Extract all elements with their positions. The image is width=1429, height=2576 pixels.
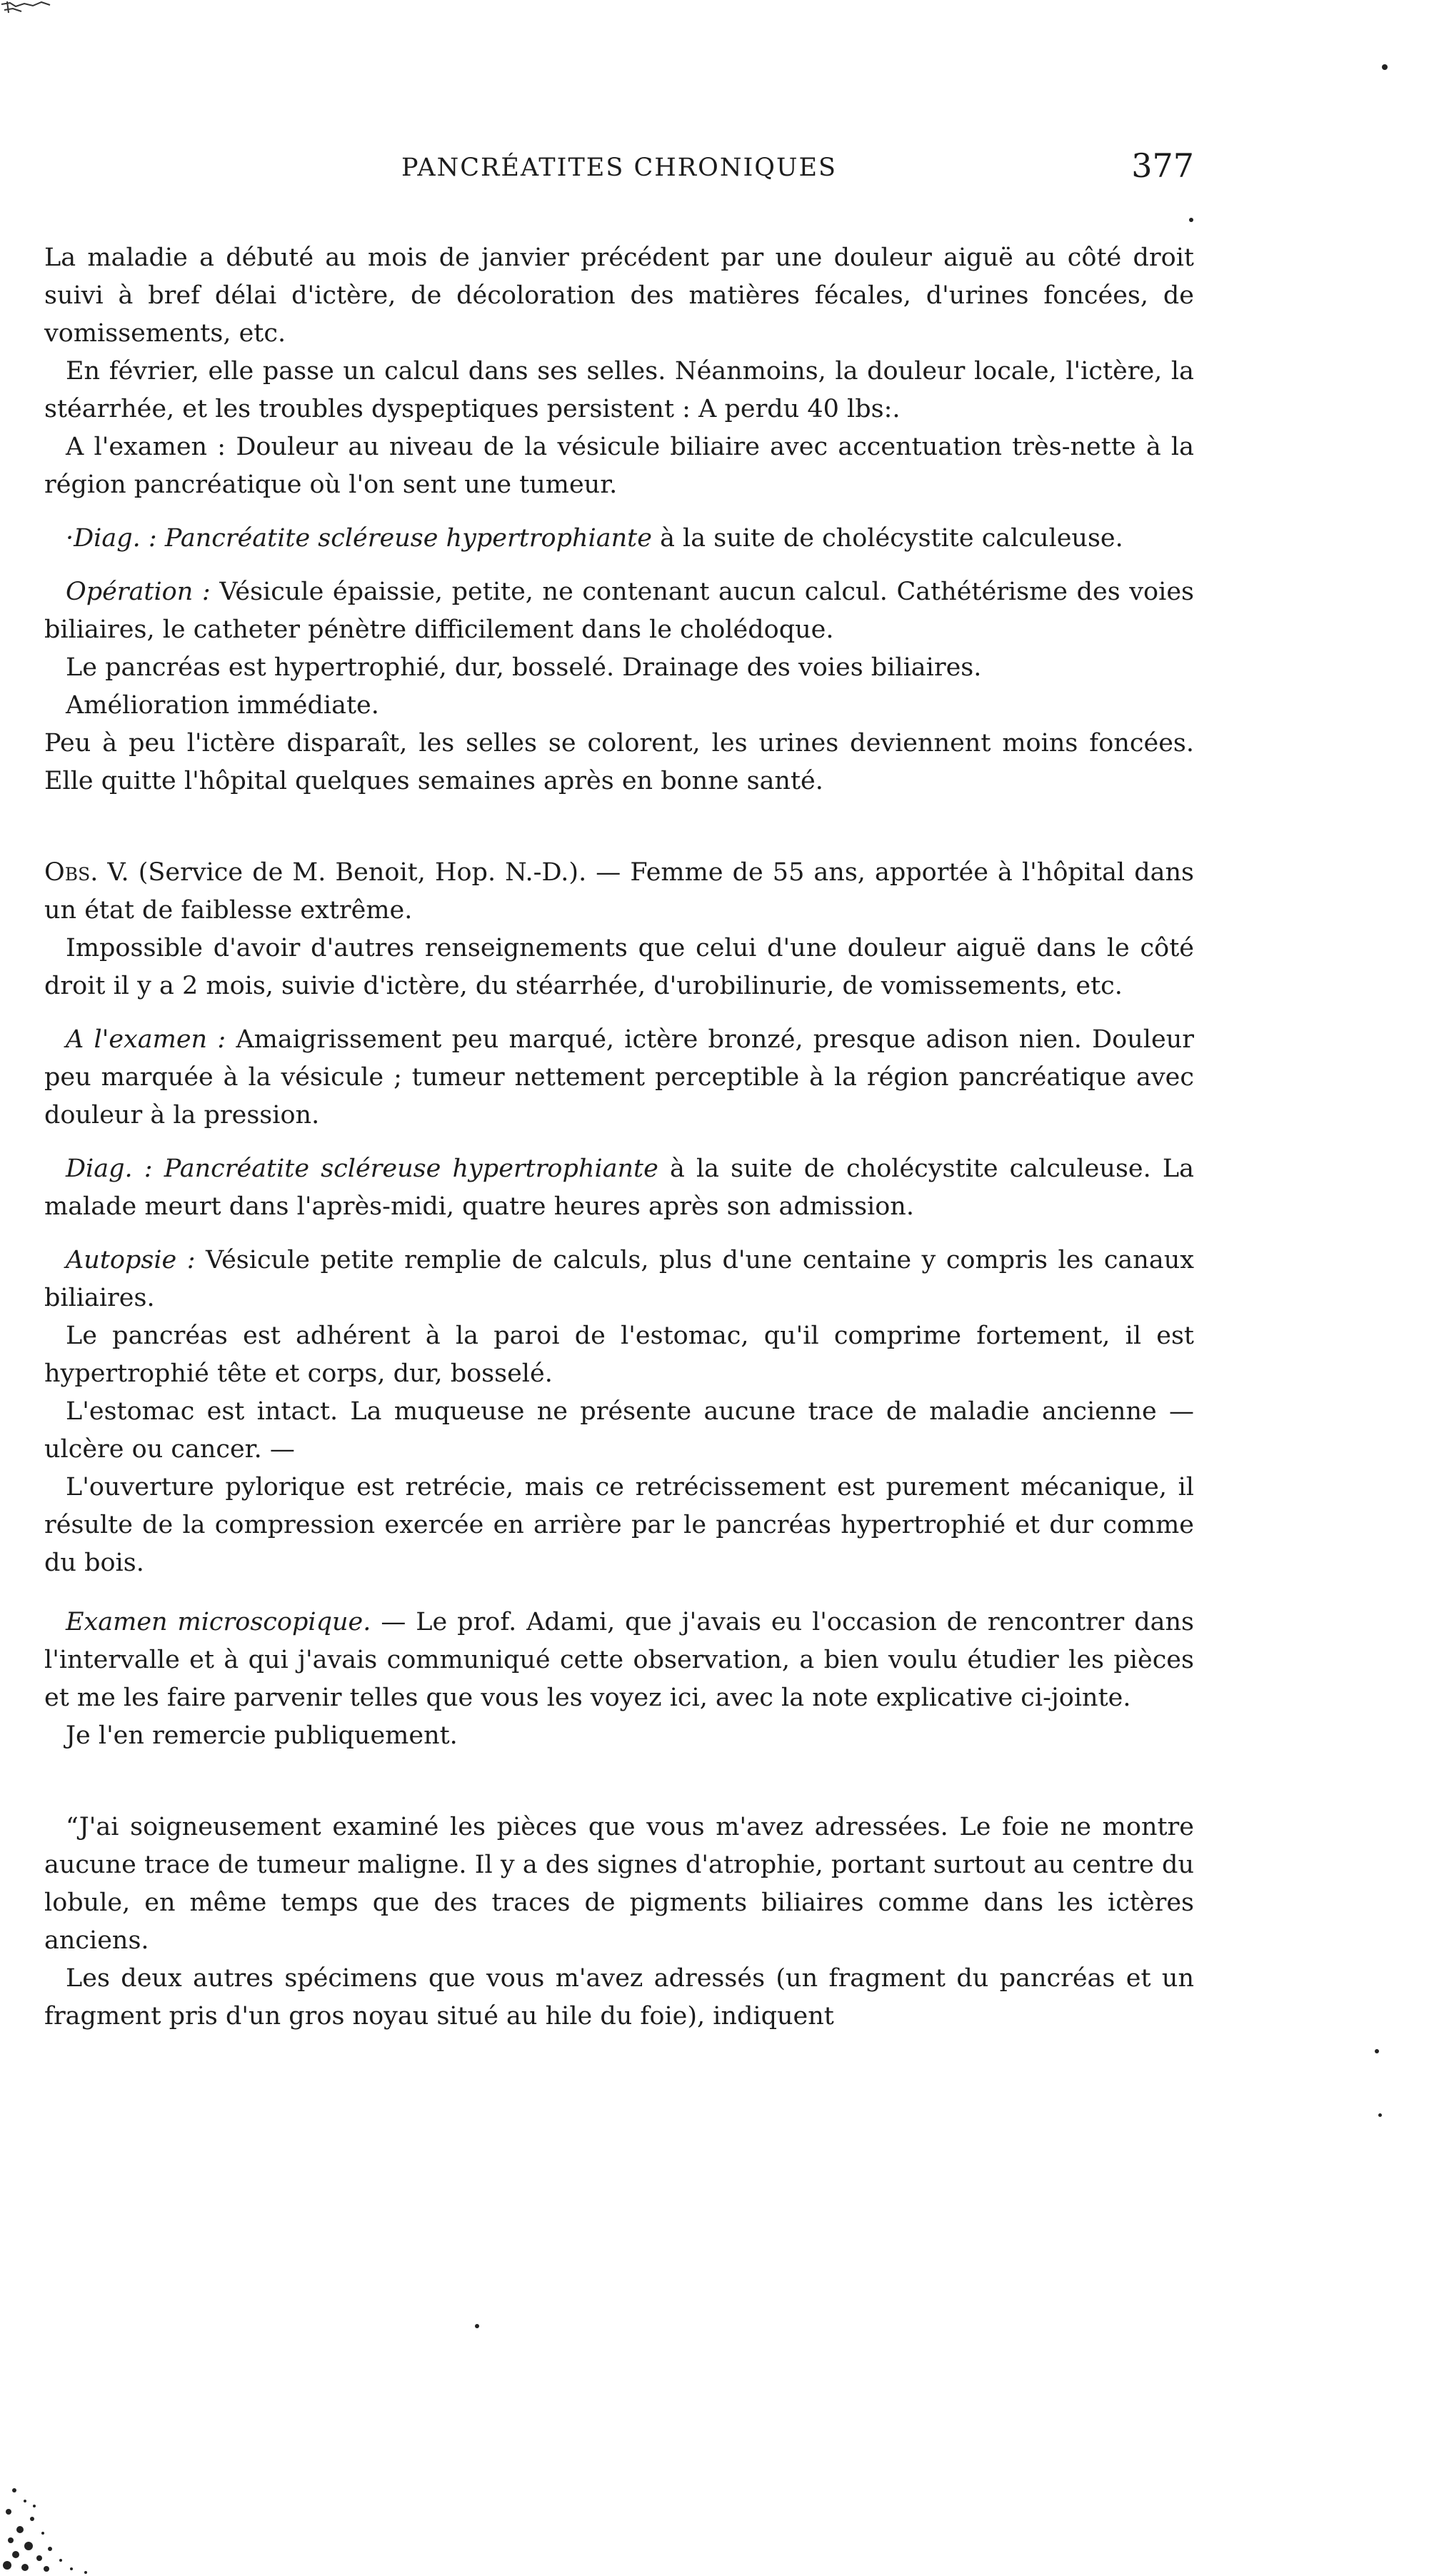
paragraph: L'ouverture pylorique est retrécie, mais ce retrécissement est purement mécanique, il résulte de la compression exercée en arrière par le pancréas hypertrophié et dur comme du bois.: [44, 1473, 1194, 1577]
scan-speck: [1375, 2049, 1379, 2053]
paragraph: Impossible d'avoir d'autres renseignements que celui d'une douleur aiguë dans le côté droit il y a 2 mois, suivie d'ictère, du stéarrhée, d'urobilinurie, de vomissements, etc.: [44, 934, 1194, 1000]
page-number: 377: [1131, 146, 1194, 185]
paragraph-examen: A l'examen : Amaigrissement peu marqué, ictère bronzé, presque adison nien. Douleur peu marquée à la vésicule ; tumeur nettement perceptible à la région pancréatique avec douleur à la pression.: [44, 1025, 1194, 1129]
paragraph: L'estomac est intact. La muqueuse ne présente aucune trace de maladie ancienne — ulcère ou cancer. —: [44, 1397, 1194, 1464]
paragraph: Le pancréas est adhérent à la paroi de l'estomac, qu'il comprime fortement, il est hypertrophié tête et corps, dur, bosselé.: [44, 1322, 1194, 1388]
scan-speck: [1378, 2113, 1382, 2117]
paragraph-autopsie: Autopsie : Vésicule petite remplie de calculs, plus d'une centaine y compris les canaux biliaires.: [44, 1246, 1194, 1312]
running-title: PANCRÉATITES CHRONIQUES: [401, 154, 837, 182]
paragraph-quote: “J'ai soigneusement examiné les pièces que vous m'avez adressées. Le foie ne montre aucune trace de tumeur maligne. Il y a des signes d'atrophie, portant surtout au centre du lobule, en même temps que des traces de pigments biliaires comme dans les ictères anciens.: [44, 1813, 1194, 1955]
paragraph: En février, elle passe un calcul dans ses selles. Néanmoins, la douleur locale, l'ictère, la stéarrhée, et les troubles dyspeptiques persistent : A perdu 40 lbs:.: [44, 357, 1194, 423]
scan-noise-top-left: [0, 0, 86, 29]
paragraph: Je l'en remercie publiquement.: [66, 1721, 458, 1750]
paragraph-observation: Obs. V. (Service de M. Benoit, Hop. N.-D.). — Femme de 55 ans, apportée à l'hôpital dans un état de faiblesse extrême.: [44, 858, 1194, 925]
paragraph: Le pancréas est hypertrophié, dur, bosselé. Drainage des voies biliaires.: [66, 653, 982, 682]
paragraph: Peu à peu l'ictère disparaît, les selles se colorent, les urines deviennent moins foncées. Elle quitte l'hôpital quelques semaines après en bonne santé.: [44, 729, 1194, 795]
paragraph: La maladie a débuté au mois de janvier précédent par une douleur aiguë au côté droit suivi à bref délai d'ictère, de décoloration des matières fécales, d'urines foncées, de vomissements, etc.: [44, 243, 1194, 348]
paragraph-diagnosis: ·Diag. : Pancréatite scléreuse hypertrophiante à la suite de cholécystite calculeuse.: [66, 524, 1123, 553]
scan-noise-bottom-left: [0, 2462, 114, 2576]
paragraph: Amélioration immédiate.: [66, 691, 379, 720]
paragraph-microscopy: Examen microscopique. — Le prof. Adami, que j'avais eu l'occasion de rencontrer dans l'intervalle et à qui j'avais communiqué cette observation, a bien voulu étudier les pièces et me les faire parvenir telles que vous les voyez ici, avec la note explicative ci-jointe.: [44, 1608, 1194, 1712]
page-header: [44, 146, 1194, 203]
paragraph-diagnosis: Diag. : Pancréatite scléreuse hypertrophiante à la suite de cholécystite calculeuse. La malade meurt dans l'après-midi, quatre heures après son admission.: [44, 1154, 1194, 1221]
paragraph-quote: Les deux autres spécimens que vous m'avez adressés (un fragment du pancréas et un fragment pris d'un gros noyau situé au hile du foie), indiquent: [44, 1964, 1194, 2031]
paragraph: A l'examen : Douleur au niveau de la vésicule biliaire avec accentuation très-nette à la région pancréatique où l'on sent une tumeur.: [44, 433, 1194, 499]
body-text: [44, 239, 1194, 2036]
scan-speck: [475, 2324, 479, 2328]
scan-speck: [1189, 218, 1193, 222]
scan-speck: [1382, 64, 1388, 70]
paragraph-operation: Opération : Vésicule épaissie, petite, ne contenant aucun calcul. Cathétérisme des voies biliaires, le catheter pénètre difficilement dans le cholédoque.: [44, 578, 1194, 644]
